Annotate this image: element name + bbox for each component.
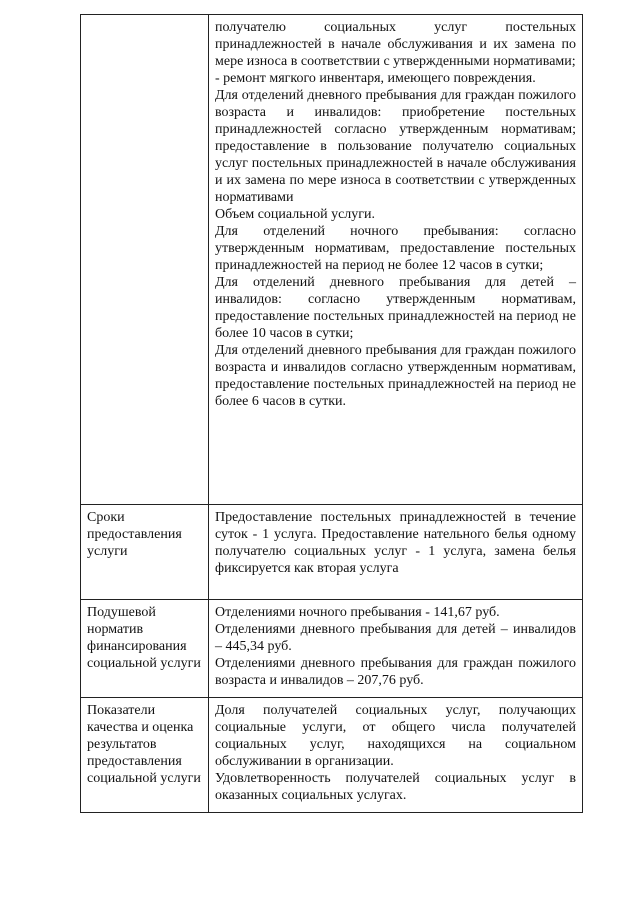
row-label: Сроки предоставления услуги [81, 505, 209, 600]
paragraph: Для отделений дневного пребывания для граждан пожилого возраста и инвалидов: приобретение постельных принадлежностей согласно утвержденным нормативам; предоставление в пользование получателю социальных услуг постельных принадлежностей в начале обслуживания и их замена по мере износа в соответствии с утвержденных нормативами [215, 88, 576, 205]
paragraph: получателю социальных услуг постельных принадлежностей в начале обслуживания и их замена по мере износа в соответствии с утвержденными нормативами; [215, 20, 576, 69]
paragraph: Удовлетворенность получателей социальных услуг в оказанных социальных услугах. [215, 771, 576, 803]
paragraph: - ремонт мягкого инвентаря, имеющего повреждения. [215, 71, 536, 86]
paragraph: Отделениями дневного пребывания для граждан пожилого возраста и инвалидов – 207,76 руб. [215, 656, 576, 688]
paragraph: Для отделений ночного пребывания: согласно утвержденным нормативам, предоставление постельных принадлежностей на период не более 12 часов в сутки; [215, 224, 576, 273]
row-label [81, 15, 209, 505]
row-content [209, 505, 583, 600]
paragraph: Отделениями ночного пребывания - 141,67 руб. [215, 605, 500, 620]
row-content [209, 15, 583, 505]
paragraph: Для отделений дневного пребывания для детей – инвалидов: согласно утвержденным нормативам, предоставление постельных принадлежностей на период не более 10 часов в сутки; [215, 275, 576, 341]
row-label: Подушевой норматив финансирования социальной услуги [81, 600, 209, 698]
row-content [209, 600, 583, 698]
row-label: Показатели качества и оценка результатов предоставления социальной услуги [81, 698, 209, 813]
paragraph: Объем социальной услуги. [215, 207, 376, 222]
row-content [209, 698, 583, 813]
table-row-continuation [81, 15, 583, 505]
table-row-financing-norm [81, 600, 583, 698]
paragraph: Предоставление постельных принадлежностей в течение суток - 1 услуга. Предоставление нательного белья одному получателю социальных услуг - 1 услуга, замена белья фиксируется как вторая услуга [215, 510, 576, 576]
paragraph: Для отделений дневного пребывания для граждан пожилого возраста и инвалидов согласно утвержденным нормативам, предоставление постельных принадлежностей на период не более 6 часов в сутки. [215, 343, 576, 409]
paragraph: Доля получателей социальных услуг, получающих социальные услуги, от общего числа получателей социальных услуг, находящихся на социальном обслуживании в организации. [215, 703, 576, 769]
table-row-quality-indicators [81, 698, 583, 813]
service-table [80, 14, 583, 813]
paragraph: Отделениями дневного пребывания для детей – инвалидов – 445,34 руб. [215, 622, 576, 654]
table-row-service-terms [81, 505, 583, 600]
